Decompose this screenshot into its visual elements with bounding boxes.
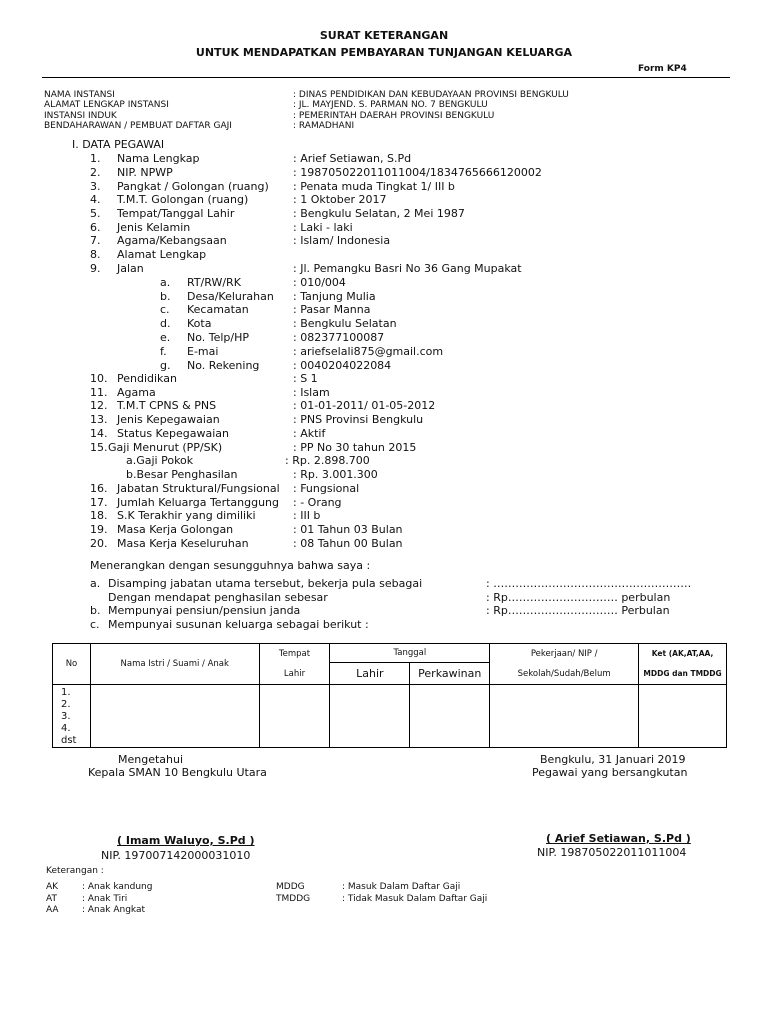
row-value: : III b <box>293 509 321 522</box>
header-divider <box>42 77 730 78</box>
row-value: : Arief Setiawan, S.Pd <box>293 152 412 165</box>
row-number: 4. <box>61 723 71 734</box>
row-label: Jumlah Keluarga Tertanggung <box>117 496 280 509</box>
row-no: 10. <box>90 372 108 385</box>
ket-desc: : Anak Tiri <box>82 894 128 904</box>
ket-code: AT <box>46 894 57 904</box>
row-value: : 1 Oktober 2017 <box>293 193 387 206</box>
header-tempat-line2: Lahir <box>283 669 306 679</box>
row-label: Masa Kerja Golongan <box>117 523 234 536</box>
header-tempat <box>259 644 330 685</box>
doc-title: SURAT KETERANGAN <box>319 29 449 42</box>
row-no: 17. <box>90 496 108 509</box>
row-label: Alamat Lengkap <box>117 248 207 261</box>
sub-label: Desa/Kelurahan <box>187 290 274 303</box>
row-no: 19. <box>90 523 108 536</box>
row-label: Gaji Menurut (PP/SK) <box>108 441 223 454</box>
ket-desc: : Anak Angkat <box>82 905 146 915</box>
cell-pekerjaan <box>490 685 639 748</box>
ket-desc: : Masuk Dalam Daftar Gaji <box>342 882 461 892</box>
header-pekerjaan-line2: Sekolah/Sudah/Belum <box>517 669 611 679</box>
decl-a-line2-value: : Rp………………………… perbulan <box>486 591 671 604</box>
sub-value: : 082377100087 <box>293 331 385 344</box>
gaji-label: a.Gaji Pokok <box>126 454 194 467</box>
instansi-value: : RAMADHANI <box>293 121 355 131</box>
cell-perkawinan <box>410 685 490 748</box>
sig-right-nip: NIP. 198705022011011004 <box>537 846 687 859</box>
header-pekerjaan <box>490 644 639 685</box>
sub-label: Kecamatan <box>187 303 249 316</box>
row-value: : - Orang <box>293 496 342 509</box>
ket-code: AA <box>46 905 59 915</box>
header-pekerjaan-line1: Pekerjaan/ NIP / <box>530 649 598 659</box>
row-value: : PNS Provinsi Bengkulu <box>293 413 424 426</box>
row-label: Pendidikan <box>117 372 177 385</box>
family-table <box>52 643 727 748</box>
row-label: Agama <box>117 386 156 399</box>
row-no: 16. <box>90 482 108 495</box>
row-no: 1. <box>90 152 101 165</box>
sig-right-line2: Pegawai yang bersangkutan <box>532 766 688 779</box>
row-no: 14. <box>90 427 108 440</box>
sig-left-line2: Kepala SMAN 10 Bengkulu Utara <box>88 766 267 779</box>
sub-label: RT/RW/RK <box>187 276 241 289</box>
sub-value: : Bengkulu Selatan <box>293 317 397 330</box>
sub-value: : 010/004 <box>293 276 346 289</box>
sub-value: : 0040204022084 <box>293 359 392 372</box>
sub-no: b. <box>160 290 171 303</box>
sig-right-line1: Bengkulu, 31 Januari 2019 <box>540 753 686 766</box>
header-no: No <box>53 644 91 685</box>
ket-desc: : Anak kandung <box>82 882 153 892</box>
row-label: NIP. NPWP <box>117 166 173 179</box>
header-nama: Nama Istri / Suami / Anak <box>90 644 259 685</box>
section-title: I. DATA PEGAWAI <box>72 138 165 151</box>
row-value: : Bengkulu Selatan, 2 Mei 1987 <box>293 207 465 220</box>
decl-b-value: : Rp………………………… Perbulan <box>486 604 670 617</box>
instansi-label: NAMA INSTANSI <box>44 90 115 100</box>
sig-right-name: ( Arief Setiawan, S.Pd ) <box>546 832 691 845</box>
instansi-value: : JL. MAYJEND. S. PARMAN NO. 7 BENGKULU <box>293 100 488 110</box>
sub-no: d. <box>160 317 171 330</box>
sub-label: Kota <box>187 317 212 330</box>
decl-c-no: c. <box>90 618 100 631</box>
instansi-label: INSTANSI INDUK <box>44 111 117 121</box>
row-label: Jenis Kepegawaian <box>117 413 220 426</box>
keterangan-title: Keterangan : <box>46 866 104 876</box>
sub-no: g. <box>160 359 171 372</box>
row-value: : Islam/ Indonesia <box>293 234 391 247</box>
header-ket-line1: Ket (AK,AT,AA, <box>651 649 714 658</box>
row-label: Agama/Kebangsaan <box>117 234 227 247</box>
row-no: 12. <box>90 399 108 412</box>
ket-desc: : Tidak Masuk Dalam Daftar Gaji <box>342 894 488 904</box>
sub-value: : Tanjung Mulia <box>293 290 376 303</box>
sig-left-name: ( Imam Waluyo, S.Pd ) <box>117 834 255 847</box>
row-number: dst <box>61 735 77 746</box>
ket-code: MDDG <box>276 882 305 892</box>
decl-a-no: a. <box>90 577 101 590</box>
sub-no: c. <box>160 303 170 316</box>
cell-ket <box>639 685 727 748</box>
instansi-label: ALAMAT LENGKAP INSTANSI <box>44 100 169 110</box>
row-label: Tempat/Tanggal Lahir <box>117 207 235 220</box>
sub-label: No. Telp/HP <box>187 331 250 344</box>
row-value: : 01 Tahun 03 Bulan <box>293 523 403 536</box>
row-no: 2. <box>90 166 101 179</box>
row-no: 13. <box>90 413 108 426</box>
header-lahir: Lahir <box>330 662 410 684</box>
row-no: 11. <box>90 386 108 399</box>
row-no: 3. <box>90 180 101 193</box>
row-no: 20. <box>90 537 108 550</box>
row-label: Jalan <box>117 262 144 275</box>
header-tanggal: Tanggal <box>330 644 490 663</box>
row-no: 8. <box>90 248 101 261</box>
sub-value: : Pasar Manna <box>293 303 371 316</box>
row-value: : Islam <box>293 386 330 399</box>
table-row <box>53 685 727 748</box>
row-value: : Aktif <box>293 427 326 440</box>
row-number: 2. <box>61 699 71 710</box>
sig-left-nip: NIP. 197007142000031010 <box>101 849 251 862</box>
row-value: : 198705022011011004/1834765666120002 <box>293 166 542 179</box>
cell-nama <box>90 685 259 748</box>
cell-lahir <box>330 685 410 748</box>
row-no: 4. <box>90 193 101 206</box>
sig-left-line1: Mengetahui <box>118 753 184 766</box>
instansi-label: BENDAHARAWAN / PEMBUAT DAFTAR GAJI <box>44 121 232 131</box>
sub-no: f. <box>160 345 167 358</box>
gaji-value: : Rp. 3.001.300 <box>293 468 378 481</box>
instansi-value: : DINAS PENDIDIKAN DAN KEBUDAYAAN PROVINSI BENGKULU <box>293 90 569 100</box>
row-no: 18. <box>90 509 108 522</box>
ket-code: AK <box>46 882 59 892</box>
form-code: Form KP4 <box>638 64 687 74</box>
row-value: : Laki - laki <box>293 221 353 234</box>
row-no: 6. <box>90 221 101 234</box>
header-ket-line2: MDDG dan TMDDG <box>643 669 722 678</box>
row-label: Nama Lengkap <box>117 152 200 165</box>
row-value: : S 1 <box>293 372 318 385</box>
row-label: S.K Terakhir yang dimiliki <box>117 509 256 522</box>
row-no: 9. <box>90 262 101 275</box>
cell-tempat <box>259 685 330 748</box>
decl-a-line1-value: : ……………………………………………… <box>486 577 692 590</box>
gaji-value: : Rp. 2.898.700 <box>285 454 370 467</box>
ket-code: TMDDG <box>276 894 311 904</box>
row-value: : 08 Tahun 00 Bulan <box>293 537 403 550</box>
row-number: 3. <box>61 711 71 722</box>
row-value: : 01-01-2011/ 01-05-2012 <box>293 399 436 412</box>
header-tempat-line1: Tempat <box>278 649 311 659</box>
row-label: Masa Kerja Keseluruhan <box>117 537 249 550</box>
decl-b-no: b. <box>90 604 101 617</box>
decl-a-line2: Dengan mendapat penghasilan sebesar <box>108 591 328 604</box>
sub-no: a. <box>160 276 171 289</box>
row-no: 7. <box>90 234 101 247</box>
header-ket <box>639 644 727 685</box>
declaration-intro: Menerangkan dengan sesungguhnya bahwa saya : <box>90 559 371 572</box>
row-value: : Penata muda Tingkat 1/ III b <box>293 180 455 193</box>
row-numbers <box>53 685 91 748</box>
decl-a-line1: Disamping jabatan utama tersebut, bekerja pula sebagai <box>108 577 423 590</box>
row-value: : PP No 30 tahun 2015 <box>293 441 417 454</box>
doc-subtitle: UNTUK MENDAPATKAN PEMBAYARAN TUNJANGAN KELUARGA <box>195 46 573 59</box>
row-value: : Fungsional <box>293 482 360 495</box>
row-label: Pangkat / Golongan (ruang) <box>117 180 269 193</box>
row-no: 5. <box>90 207 101 220</box>
row-label: T.M.T CPNS & PNS <box>117 399 217 412</box>
sub-label: E-mai <box>187 345 219 358</box>
sub-label: No. Rekening <box>187 359 260 372</box>
row-number: 1. <box>61 687 71 698</box>
gaji-label: b.Besar Penghasilan <box>126 468 238 481</box>
row-value: : Jl. Pemangku Basri No 36 Gang Mupakat <box>293 262 522 275</box>
header-perkawinan: Perkawinan <box>410 662 490 684</box>
instansi-value: : PEMERINTAH DAERAH PROVINSI BENGKULU <box>293 111 495 121</box>
decl-b-line: Mempunyai pensiun/pensiun janda <box>108 604 301 617</box>
row-label: Jabatan Struktural/Fungsional <box>117 482 280 495</box>
row-label: Status Kepegawaian <box>117 427 229 440</box>
row-label: Jenis Kelamin <box>117 221 191 234</box>
row-label: T.M.T. Golongan (ruang) <box>117 193 249 206</box>
sub-no: e. <box>160 331 171 344</box>
sub-value: : ariefselali875@gmail.com <box>293 345 444 358</box>
row-no: 15. <box>90 441 108 454</box>
decl-c-line: Mempunyai susunan keluarga sebagai berikut : <box>108 618 369 631</box>
